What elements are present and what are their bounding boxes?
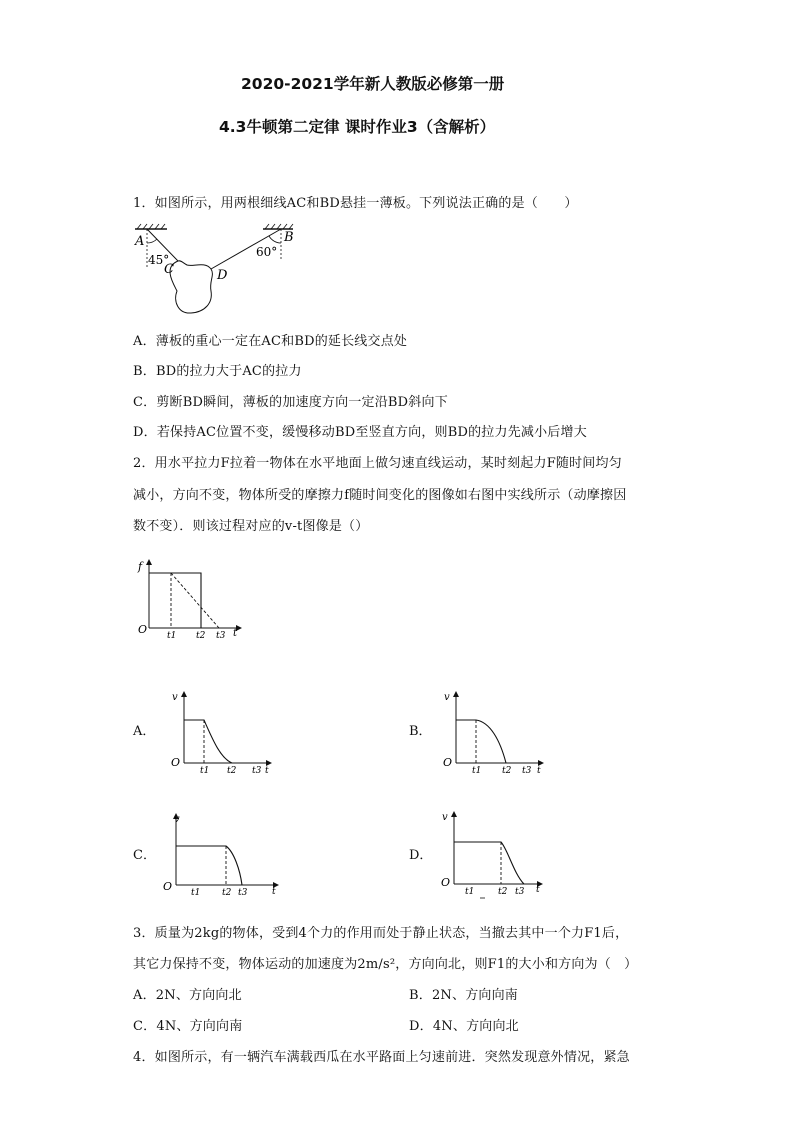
origin: O bbox=[138, 623, 148, 636]
q4-stem: 4．如图所示，有一辆汽车满载西瓜在水平路面上匀速前进．突然发现意外情况，紧急 bbox=[133, 1050, 630, 1065]
q2-stem-line2: 减小，方向不变，物体所受的摩擦力f随时间变化的图像如右图中实线所示（动摩擦因 bbox=[133, 488, 627, 503]
tick-t2: t2 bbox=[227, 766, 237, 776]
label-d: D bbox=[217, 268, 228, 283]
q1-option-a: A．薄板的重心一定在AC和BD的延长线交点处 bbox=[133, 334, 408, 349]
tick-t2: t2 bbox=[502, 766, 512, 776]
q2-option-c-label: C． bbox=[133, 848, 156, 863]
q2-option-d-graph bbox=[438, 808, 548, 900]
page-subtitle: 4.3牛顿第二定律 课时作业3（含解析） bbox=[219, 118, 496, 136]
q3-option-b: B．2N、方向向南 bbox=[409, 988, 518, 1003]
q2-option-a-label: A． bbox=[133, 724, 156, 739]
origin: O bbox=[441, 876, 451, 889]
axis-f: f bbox=[138, 560, 143, 573]
q2-option-d-label: D． bbox=[409, 848, 433, 863]
axis-v: v bbox=[172, 692, 178, 703]
q1-option-d: D．若保持AC位置不变，缓慢移动BD至竖直方向，则BD的拉力先减小后增大 bbox=[133, 425, 587, 440]
tick-t2: t2 bbox=[498, 887, 508, 897]
label-c: C bbox=[164, 262, 174, 277]
tick-t3: t3 bbox=[216, 631, 226, 641]
tick-t3: t3 bbox=[522, 766, 532, 776]
q2-stem-line1: 2．用水平拉力F拉着一物体在水平地面上做匀速直线运动，某时刻起力F随时间均匀 bbox=[133, 456, 622, 471]
q2-stem-line3: 数不变）．则该过程对应的v-t图像是（） bbox=[133, 519, 369, 534]
q3-option-a: A．2N、方向向北 bbox=[133, 988, 242, 1003]
tick-t3: t3 bbox=[515, 887, 525, 897]
q1-stem: 1．如图所示，用两根细线AC和BD悬挂一薄板。下列说法正确的是（ ） bbox=[133, 196, 578, 211]
axis-t: t bbox=[265, 766, 269, 776]
q3-stem-line2: 其它力保持不变，物体运动的加速度为2m/s²，方向向北，则F1的大小和方向为（ ） bbox=[133, 957, 638, 972]
q1-figure bbox=[133, 221, 303, 321]
q3-stem-line1: 3．质量为2kg的物体，受到4个力的作用而处于静止状态，当撤去其中一个力F1后， bbox=[133, 926, 629, 941]
tick-t3: t3 bbox=[252, 766, 262, 776]
origin: O bbox=[163, 880, 173, 893]
tick-t2: t2 bbox=[196, 631, 206, 641]
label-b: B bbox=[284, 230, 294, 245]
angle-left: 45° bbox=[148, 253, 170, 267]
tick-t1: t1 bbox=[465, 887, 475, 897]
q1-option-c: C．剪断BD瞬间，薄板的加速度方向一定沿BD斜向下 bbox=[133, 395, 448, 410]
q3-option-c: C．4N、方向向南 bbox=[133, 1019, 243, 1034]
q3-option-d: D．4N、方向向北 bbox=[409, 1019, 519, 1034]
tick-t1: t1 bbox=[200, 766, 210, 776]
origin: O bbox=[443, 756, 453, 769]
tick-t2: t2 bbox=[222, 888, 232, 898]
q1-option-b: B．BD的拉力大于AC的拉力 bbox=[133, 364, 302, 379]
axis-t: t bbox=[537, 766, 541, 776]
angle-right: 60° bbox=[256, 245, 278, 259]
label-a: A bbox=[135, 234, 145, 249]
axis-t: t bbox=[233, 628, 238, 639]
tick-t1: t1 bbox=[472, 766, 482, 776]
page-title: 2020-2021学年新人教版必修第一册 bbox=[241, 75, 505, 93]
axis-v: v bbox=[444, 692, 450, 703]
q2-option-c-graph bbox=[160, 810, 285, 898]
tick-t1: t1 bbox=[167, 631, 177, 641]
axis-v: v bbox=[174, 814, 180, 825]
axis-v: v bbox=[442, 812, 448, 823]
tick-t1: t1 bbox=[191, 888, 201, 898]
axis-t: t bbox=[536, 885, 540, 895]
tick-t3: t3 bbox=[238, 888, 248, 898]
q2-option-b-graph bbox=[438, 688, 548, 776]
q2-option-a-graph bbox=[166, 688, 276, 776]
axis-t: t bbox=[272, 887, 276, 897]
q2-main-graph bbox=[133, 556, 248, 641]
origin: O bbox=[171, 756, 181, 769]
q2-option-b-label: B． bbox=[409, 724, 432, 739]
